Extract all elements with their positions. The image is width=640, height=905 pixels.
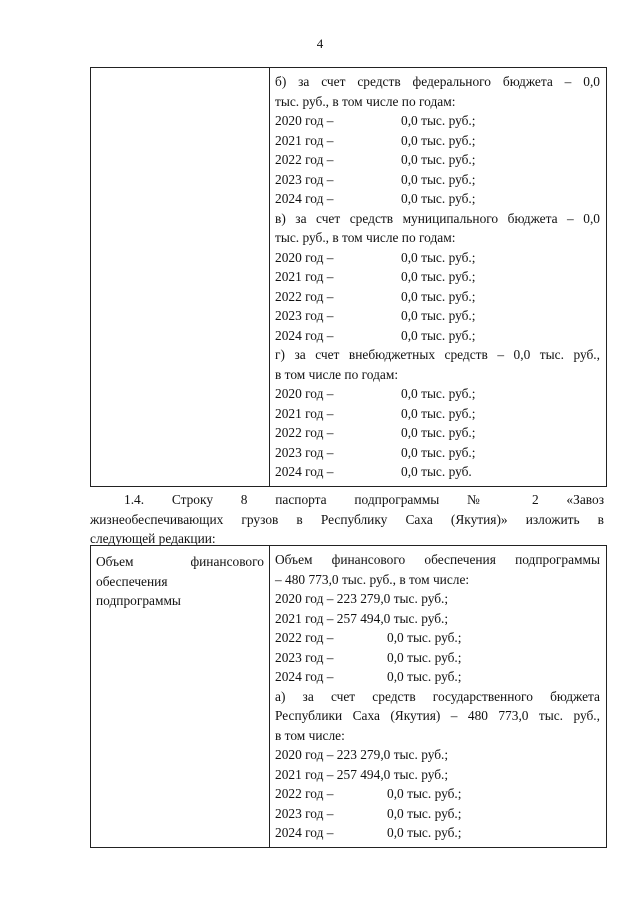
year-row: 2020 год – 0,0 тыс. руб.; <box>275 113 476 128</box>
year-row: 2020 год – 0,0 тыс. руб.; <box>275 386 476 401</box>
total-years <box>275 589 600 687</box>
total-financing-paragraph: Объем финансового обеспечения подпрограммы – 480 773,0 тыс. руб., в том числе: <box>275 552 600 587</box>
year-row: 2021 год – 257 494,0 тыс. руб.; <box>275 766 449 782</box>
left-cell-empty <box>91 68 270 487</box>
federal-years <box>275 111 600 209</box>
year-row: 2023 год – 0,0 тыс. руб.; <box>275 171 476 187</box>
right-cell-financing <box>270 546 607 848</box>
extrabudgetary-years <box>275 384 600 482</box>
financing-table-continued <box>90 67 607 487</box>
table-row <box>91 546 607 848</box>
table-row <box>91 68 607 487</box>
year-row: 2020 год – 223 279,0 тыс. руб.; <box>275 591 449 606</box>
year-row: 2021 год – 0,0 тыс. руб.; <box>275 132 476 148</box>
state-budget-paragraph: а) за счет средств государственного бюджета Республики Саха (Якутия) – 480 773,0 тыс. руб., в том числе: <box>275 688 600 743</box>
year-row: 2023 год – 0,0 тыс. руб.; <box>275 649 462 665</box>
state-budget-years <box>275 745 600 843</box>
year-row: 2024 год – 0,0 тыс. руб.; <box>275 669 462 684</box>
year-row: 2022 год – 0,0 тыс. руб.; <box>275 288 476 304</box>
extrabudgetary-paragraph: г) за счет внебюджетных средств – 0,0 тыс. руб., в том числе по годам: <box>275 347 600 382</box>
year-row: 2024 год – 0,0 тыс. руб.; <box>275 327 476 343</box>
left-cell-label: Объем финансового обеспечения подпрограммы <box>91 546 270 848</box>
year-row: 2022 год – 0,0 тыс. руб.; <box>275 152 476 167</box>
right-cell-financing <box>270 68 607 487</box>
year-row: 2020 год – 0,0 тыс. руб.; <box>275 249 476 265</box>
year-row: 2021 год – 257 494,0 тыс. руб.; <box>275 610 449 626</box>
year-row: 2021 год – 0,0 тыс. руб.; <box>275 405 476 421</box>
year-row: 2022 год – 0,0 тыс. руб.; <box>275 630 462 645</box>
page-number: 4 <box>316 36 324 51</box>
year-row: 2022 год – 0,0 тыс. руб.; <box>275 786 462 801</box>
year-row: 2023 год – 0,0 тыс. руб.; <box>275 308 476 323</box>
year-row: 2021 год – 0,0 тыс. руб.; <box>275 269 476 284</box>
year-row: 2023 год – 0,0 тыс. руб.; <box>275 805 462 821</box>
year-row: 2024 год – 0,0 тыс. руб.; <box>275 191 476 206</box>
amendment-paragraph: 1.4. Строку 8 паспорта подпрограммы № 2 «Завоз жизнеобеспечивающих грузов в Республику Саха (Якутия)» изложить в следующей редакции: <box>90 492 604 546</box>
financing-table-new <box>90 545 607 848</box>
year-row: 2024 год – 0,0 тыс. руб. <box>275 464 472 479</box>
year-row: 2022 год – 0,0 тыс. руб.; <box>275 425 476 440</box>
municipal-budget-paragraph: в) за счет средств муниципального бюджета – 0,0 тыс. руб., в том числе по годам: <box>275 210 600 245</box>
year-row: 2024 год – 0,0 тыс. руб.; <box>275 825 462 840</box>
municipal-years <box>275 248 600 346</box>
year-row: 2023 год – 0,0 тыс. руб.; <box>275 444 476 460</box>
federal-budget-paragraph: б) за счет средств федерального бюджета – 0,0 тыс. руб., в том числе по годам: <box>275 74 600 109</box>
year-row: 2020 год – 223 279,0 тыс. руб.; <box>275 747 449 762</box>
